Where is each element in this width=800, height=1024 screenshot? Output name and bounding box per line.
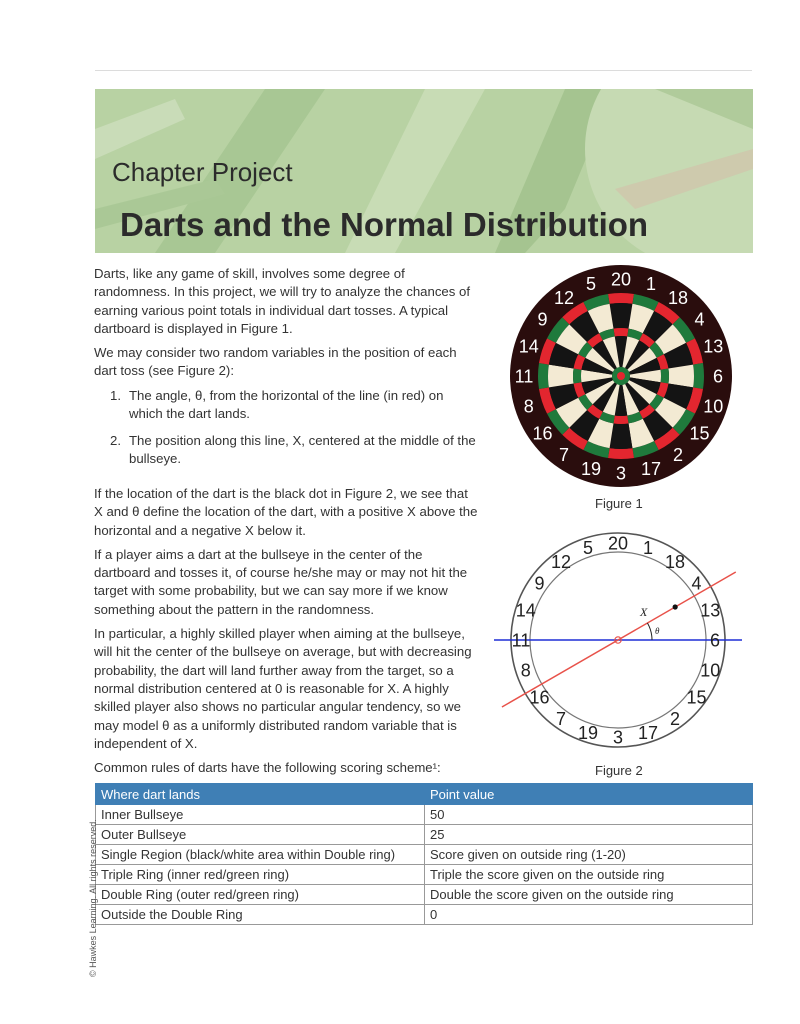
intro-paragraph: Darts, like any game of skill, involves some degree of randomness. In this project, we will try to analyze the chances of earning various point totals in individual dart tosses. A typical dartboard is displayed in Figure 1.: [94, 266, 471, 336]
board-number-label: 7: [558, 444, 569, 465]
diagram-number-label: 11: [511, 630, 531, 651]
dart-angle-diagram: [492, 532, 744, 760]
table-header-cell: Point value: [425, 784, 753, 805]
board-number-label: 11: [514, 366, 534, 387]
table-cell: Double the score given on the outside ring: [425, 885, 753, 905]
board-number-label: 2: [673, 444, 684, 465]
table-row: [96, 805, 753, 825]
table-row: [96, 905, 753, 925]
table-cell: Score given on outside ring (1-20): [425, 845, 753, 865]
diagram-number-label: 1: [642, 538, 653, 559]
angle-arc: [647, 623, 652, 640]
list-number: 1.: [110, 388, 121, 403]
table-row: [96, 845, 753, 865]
table-cell: 25: [425, 825, 753, 845]
table-cell: Outer Bullseye: [96, 825, 425, 845]
inner-bullseye: [617, 372, 625, 380]
single-segment: [548, 365, 574, 388]
chapter-banner: [95, 89, 753, 253]
diagram-number-label: 19: [578, 722, 599, 743]
diagram-number-label: 8: [520, 660, 531, 681]
body-paragraph: Common rules of darts have the following scoring scheme¹:: [94, 760, 441, 776]
diagram-number-label: 16: [529, 687, 550, 708]
board-number-label: 20: [610, 269, 632, 290]
copyright-notice: © Hawkes Learning. All rights reserved.: [88, 819, 98, 977]
body-paragraph: If the location of the dart is the black dot in Figure 2, we see that X and θ define the location of the dart, with a positive X above the horizontal and a negative X below it.: [94, 486, 478, 538]
diagram-number-label: 6: [709, 630, 721, 651]
table-cell: Triple the score given on the outside ring: [425, 865, 753, 885]
diagram-number-label: 18: [664, 552, 686, 573]
figure2-caption: Figure 2: [595, 763, 643, 778]
double-ring-segment: [608, 448, 634, 459]
top-rule: [95, 70, 752, 71]
chapter-subtitle: Chapter Project: [112, 157, 293, 187]
double-ring-segment: [608, 293, 634, 304]
variable-list: [110, 387, 480, 476]
table-cell: Double Ring (outer red/green ring): [96, 885, 425, 905]
single-segment: [668, 365, 694, 388]
triple-ring-segment: [573, 368, 581, 383]
intro-paragraph: We may consider two random variables in the position of each dart toss (see Figure 2):: [94, 345, 457, 379]
diagram-number-label: 17: [637, 722, 658, 743]
double-ring-segment: [693, 363, 704, 389]
table-cell: 50: [425, 805, 753, 825]
board-number-label: 1: [645, 274, 656, 295]
board-number-label: 19: [581, 458, 602, 479]
dart-location-dot: [673, 604, 678, 609]
diagram-number-label: 9: [534, 573, 545, 594]
board-number-label: 5: [586, 274, 597, 295]
table-header-cell: Where dart lands: [96, 784, 425, 805]
table-row: [96, 885, 753, 905]
table-cell: 0: [425, 905, 753, 925]
board-number-label: 13: [703, 336, 724, 357]
list-number: 2.: [110, 432, 121, 448]
table-cell: Inner Bullseye: [96, 805, 425, 825]
table-cell: Triple Ring (inner red/green ring): [96, 865, 425, 885]
diagram-number-label: 10: [700, 660, 721, 681]
body-text: [94, 485, 478, 783]
dartboard-figure: [508, 263, 734, 489]
body-paragraph: If a player aims a dart at the bullseye in the center of the dartboard and tosses it, of course he/she may or may not hit the target with some probability, but we can say more if we know something about the pattern in the randomness.: [94, 546, 468, 617]
table-row: [96, 865, 753, 885]
board-number-label: 9: [537, 309, 548, 330]
triple-ring-segment: [613, 328, 628, 336]
board-number-label: 18: [667, 288, 689, 309]
board-number-label: 17: [640, 458, 661, 479]
figure1-caption: Figure 1: [595, 496, 643, 511]
diagram-number-label: 4: [691, 573, 702, 594]
chapter-title: Darts and the Normal Distribution: [120, 206, 649, 243]
table-cell: Single Region (black/white area within Double ring): [96, 845, 425, 865]
x-variable-label: X: [640, 605, 648, 619]
triple-ring-segment: [661, 368, 669, 383]
body-paragraph: In particular, a highly skilled player when aiming at the bullseye, will hit the center of the bullseye on average, but with decreasing probability, the dart will land further away from the target, so a normal distribution centered at 0 is reasonable for X. A highly skilled player also shows no particular angular tendency, so we may model θ as a uniformly distributed random variable that is independent of X.: [94, 626, 472, 751]
board-number-label: 6: [712, 366, 724, 387]
diagram-number-label: 12: [550, 552, 572, 573]
board-number-label: 14: [518, 336, 539, 357]
diagram-number-label: 15: [686, 687, 707, 708]
board-number-label: 4: [694, 309, 705, 330]
table-header-row: [96, 784, 753, 805]
double-ring-segment: [538, 363, 549, 389]
intro-text: [94, 265, 478, 387]
table-row: [96, 825, 753, 845]
board-number-label: 3: [615, 463, 627, 484]
diagram-number-label: 13: [700, 600, 721, 621]
board-number-label: 12: [553, 288, 575, 309]
list-text: The position along this line, X, centered at the middle of the bullseye.: [129, 432, 476, 466]
board-number-label: 15: [689, 423, 710, 444]
diagram-number-label: 5: [583, 538, 594, 559]
list-text: The angle, θ, from the horizontal of the line (in red) on which the dart lands.: [129, 388, 444, 422]
triple-ring-segment: [613, 416, 628, 424]
board-number-label: 10: [703, 396, 724, 417]
single-segment: [610, 303, 633, 329]
list-item: [110, 387, 480, 424]
board-number-label: 16: [532, 423, 553, 444]
diagram-number-label: 3: [612, 727, 624, 748]
diagram-number-label: 2: [670, 708, 681, 729]
board-number-label: 8: [523, 396, 534, 417]
list-item: [110, 432, 480, 469]
table-cell: Outside the Double Ring: [96, 905, 425, 925]
diagram-number-label: 7: [555, 708, 566, 729]
scoring-table: [95, 783, 753, 925]
diagram-number-label: 14: [515, 600, 536, 621]
single-segment: [610, 423, 633, 449]
theta-label: θ: [655, 626, 660, 636]
diagram-number-label: 20: [607, 533, 629, 554]
